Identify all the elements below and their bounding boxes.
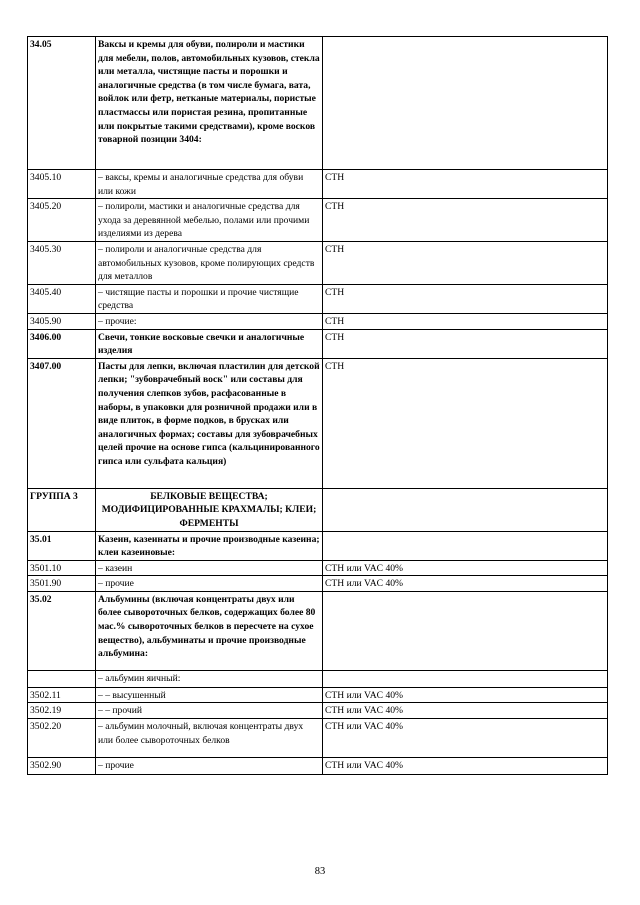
heading-code: 3406.00 xyxy=(28,329,96,358)
heading-code: 34.05 xyxy=(28,37,96,170)
document-cell: СТН xyxy=(323,170,608,199)
subheading-description: – альбумин яичный: xyxy=(96,670,323,687)
table-row xyxy=(28,758,608,775)
tariff-table xyxy=(27,36,608,775)
table-row xyxy=(28,531,608,560)
heading-description: Свечи, тонкие восковые свечки и аналогичные изделия xyxy=(96,329,323,358)
table-row xyxy=(28,284,608,313)
table-row xyxy=(28,703,608,719)
table-row xyxy=(28,199,608,242)
subheading-description: – полироли, мастики и аналогичные средства для ухода за деревянной мебелью, полами или прочими изделиями из дерева xyxy=(96,199,323,242)
subheading-code: 3502.90 xyxy=(28,758,96,775)
subheading-description: – ваксы, кремы и аналогичные средства для обуви или кожи xyxy=(96,170,323,199)
document-cell xyxy=(323,531,608,560)
document-cell: СТН или VAC 40% xyxy=(323,703,608,719)
document-cell xyxy=(323,37,608,170)
table-row xyxy=(28,560,608,576)
table-row xyxy=(28,329,608,358)
document-cell: СТН xyxy=(323,241,608,284)
document-cell: СТН xyxy=(323,284,608,313)
group-code: ГРУППА 3 xyxy=(28,488,96,531)
subheading-description: – казеин xyxy=(96,560,323,576)
subheading-description: – чистящие пасты и порошки и прочие чистящие средства xyxy=(96,284,323,313)
heading-description: Пасты для лепки, включая пластилин для детской лепки; "зубоврачебный воск" или составы для получения слепков зубов, расфасованные в наборы, в упаковки для розничной продажи или в виде плиток, в форме подков, в брусках или аналогичных формах; составы для зубоврачебных целей прочие на основе гипса (кальцинированного гипса или сульфата кальция) xyxy=(96,358,323,488)
document-cell: СТН или VAC 40% xyxy=(323,758,608,775)
subheading-description: – полироли и аналогичные средства для автомобильных кузовов, кроме полирующих средств для металлов xyxy=(96,241,323,284)
document-cell: СТН xyxy=(323,313,608,329)
document-cell: СТН xyxy=(323,199,608,242)
table-row xyxy=(28,37,608,170)
subheading-code: 3405.90 xyxy=(28,313,96,329)
table-row xyxy=(28,576,608,592)
table-row xyxy=(28,591,608,670)
table-row xyxy=(28,687,608,703)
table-row xyxy=(28,670,608,687)
subheading-code: 3405.30 xyxy=(28,241,96,284)
document-cell: СТН или VAC 40% xyxy=(323,687,608,703)
page-number: 83 xyxy=(314,866,326,877)
document-cell: СТН или VAC 40% xyxy=(323,560,608,576)
heading-code: 35.01 xyxy=(28,531,96,560)
table-row xyxy=(28,719,608,758)
document-cell xyxy=(323,670,608,687)
subheading-code: 3405.40 xyxy=(28,284,96,313)
subheading-description: – – прочий xyxy=(96,703,323,719)
subheading-description: – прочие: xyxy=(96,313,323,329)
subheading-description: – – высушенный xyxy=(96,687,323,703)
group-row xyxy=(28,488,608,531)
table-row xyxy=(28,313,608,329)
table-row xyxy=(28,241,608,284)
subheading-code: 3501.90 xyxy=(28,576,96,592)
subheading-description: – прочие xyxy=(96,758,323,775)
document-cell: СТН xyxy=(323,358,608,488)
subheading-code: 3405.10 xyxy=(28,170,96,199)
subheading-code: 3502.19 xyxy=(28,703,96,719)
heading-description: Ваксы и кремы для обуви, полироли и мастики для мебели, полов, автомобильных кузовов, стекла или металла, чистящие пасты и порошки и аналогичные средства (в том числе бумага, вата, войлок или фетр, нетканые материалы, пористые пластмассы или пористая резина, пропитанные или покрытые такими средствами), кроме восков товарной позиции 3404: xyxy=(96,37,323,170)
document-cell xyxy=(323,591,608,670)
group-title: БЕЛКОВЫЕ ВЕЩЕСТВА; МОДИФИЦИРОВАННЫЕ КРАХМАЛЫ; КЛЕИ; ФЕРМЕНТЫ xyxy=(96,488,323,531)
subheading-description: – прочие xyxy=(96,576,323,592)
subheading-code: 3502.11 xyxy=(28,687,96,703)
heading-code: 3407.00 xyxy=(28,358,96,488)
subheading-code: 3502.20 xyxy=(28,719,96,758)
document-cell: СТН или VAC 40% xyxy=(323,576,608,592)
subheading-description: – альбумин молочный, включая концентраты двух или более сывороточных белков xyxy=(96,719,323,758)
heading-description: Казеин, казеинаты и прочие производные казеина; клеи казеиновые: xyxy=(96,531,323,560)
subheading-code xyxy=(28,670,96,687)
table-row xyxy=(28,358,608,488)
subheading-code: 3501.10 xyxy=(28,560,96,576)
subheading-code: 3405.20 xyxy=(28,199,96,242)
table-row xyxy=(28,170,608,199)
document-cell: СТН или VAC 40% xyxy=(323,719,608,758)
document-cell xyxy=(323,488,608,531)
heading-code: 35.02 xyxy=(28,591,96,670)
heading-description: Альбумины (включая концентраты двух или более сывороточных белков, содержащих более 80 мас.% сывороточных белков в пересчете на сухое вещество), альбуминаты и прочие производные альбумина: xyxy=(96,591,323,670)
document-cell: СТН xyxy=(323,329,608,358)
